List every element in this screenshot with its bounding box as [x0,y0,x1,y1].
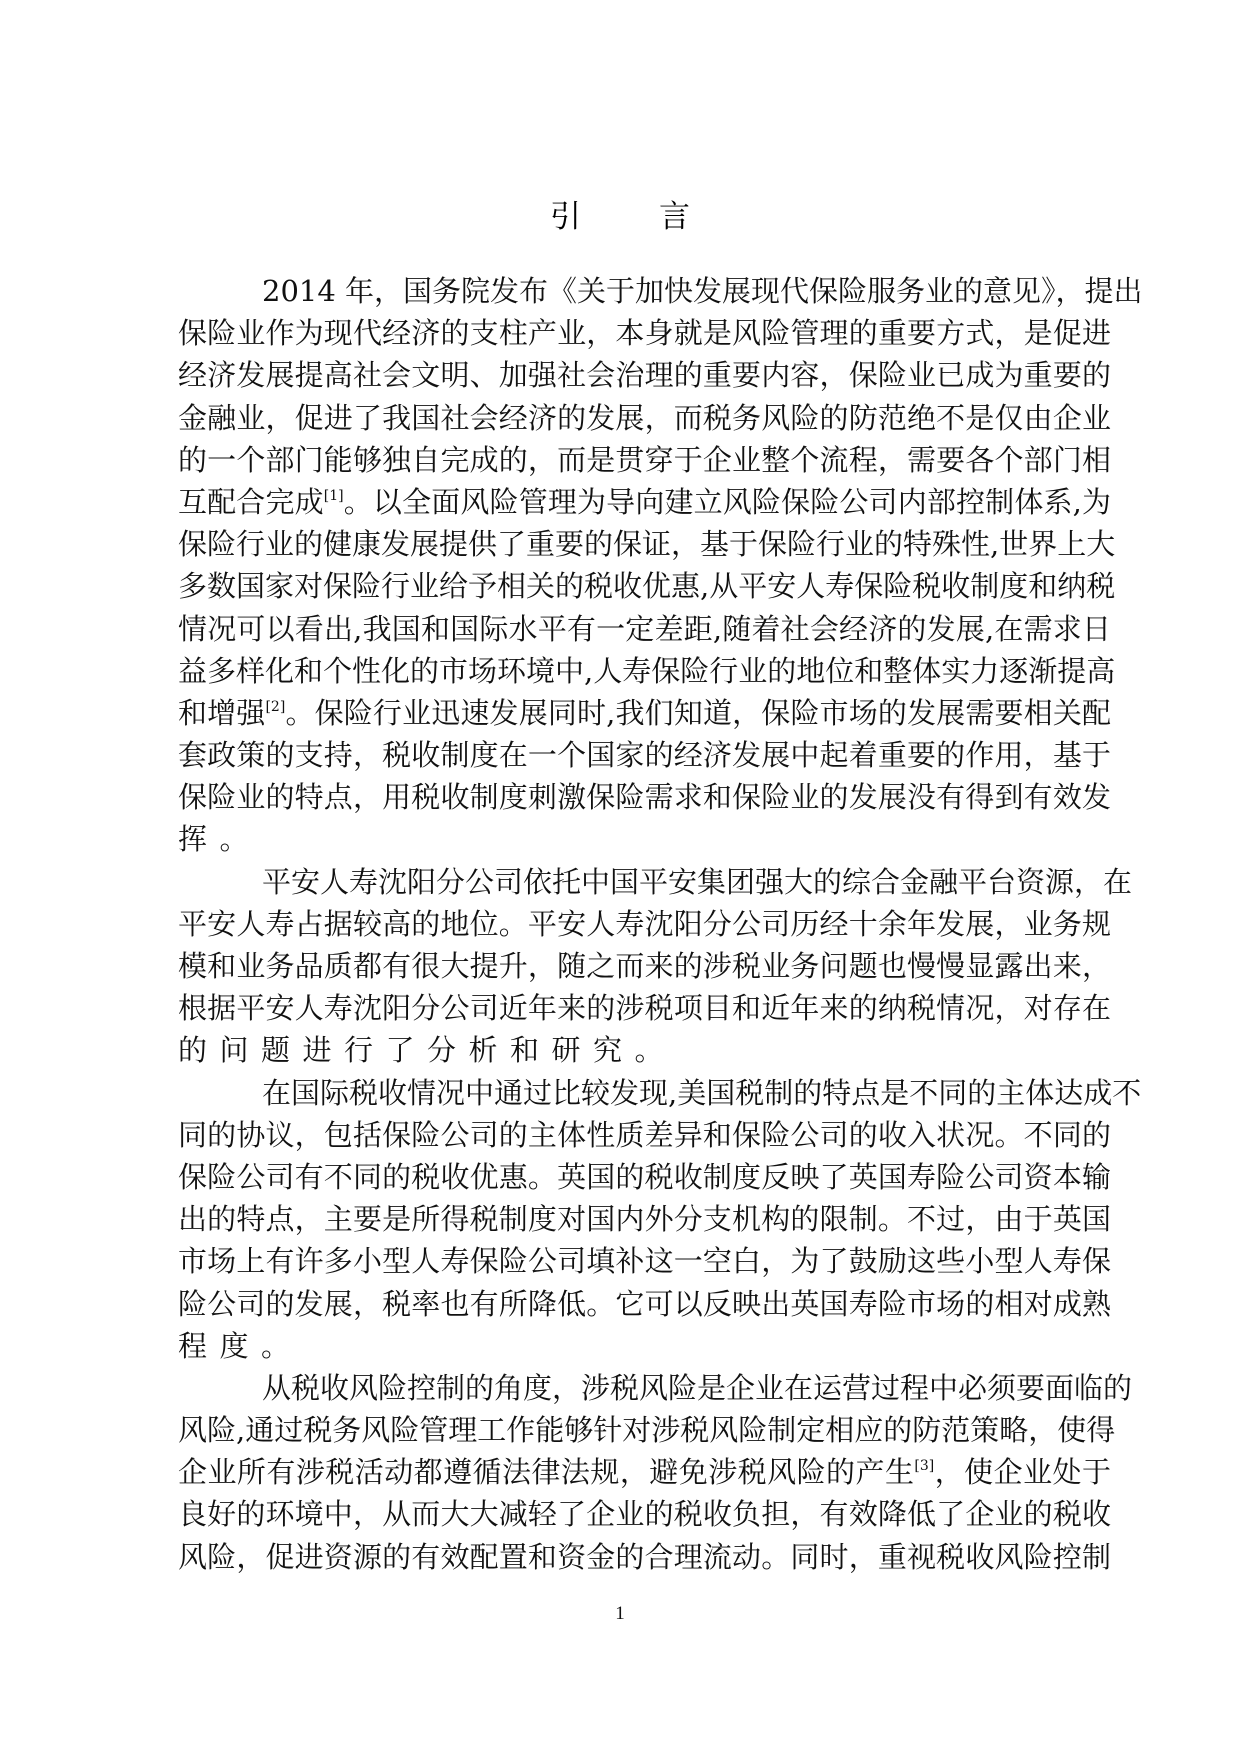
text-line [178,1325,1111,1367]
text-line [178,481,1111,523]
line-text: 保险业的特点，用税收制度刺激保险需求和保险业的发展没有得到有效发 [178,780,1111,815]
line-text: 在国际税收情况中通过比较发现,美国税制的特点是不同的主体达成不 [262,1075,1142,1110]
text-line [178,608,1111,650]
text-line [178,1156,1111,1198]
text-line [178,354,1111,396]
line-text: 互配合完成 [178,484,324,519]
citation-marker: [3] [914,1458,935,1475]
line-text: 模和业务品质都有很大提升，随之而来的涉税业务问题也慢慢显露出来， [178,949,1111,983]
line-text: 多数国家对保险行业给予相关的税收优惠,从平安人寿保险税收制度和纳税 [178,569,1116,604]
text-line [178,1072,1142,1114]
text-line [178,1367,1133,1409]
text-line [178,776,1111,818]
text-line [178,734,1111,776]
text-line [178,650,1116,692]
text-line [178,1451,1111,1493]
text-line [178,903,1111,945]
line-text: 出的特点，主要是所得税制度对国内外分支机构的限制。不过，由于英国 [178,1202,1111,1237]
text-line [178,861,1133,903]
text-line [178,818,1111,860]
text-line [178,1493,1111,1535]
line-text-continued: 。以全面风险管理为导向建立风险保险公司内部控制体系,为 [343,484,1111,519]
text-line [178,987,1111,1029]
text-line [178,439,1111,481]
line-text: 企业所有涉税活动都遵循法律法规，避免涉税风险的产生 [178,1455,915,1490]
line-text: 情况可以看出,我国和国际水平有一定差距,随着社会经济的发展,在需求日 [178,611,1111,646]
line-text: 2014 年，国务院发布《关于加快发展现代保险服务业的意见》，提出 [262,274,1143,308]
line-text: 程度。 [178,1328,303,1363]
text-line [178,1114,1111,1156]
line-text-continued: ，使企业处于 [934,1455,1111,1490]
line-text: 经济发展提高社会文明、加强社会治理的重要内容，保险业已成为重要的 [178,358,1111,393]
page-title: 引言 [550,199,768,235]
text-line [178,945,1111,987]
line-text: 益多样化和个性化的市场环境中,人寿保险行业的地位和整体实力逐渐提高 [178,653,1116,688]
line-text: 平安人寿占据较高的地位。平安人寿沈阳分公司历经十余年发展，业务规 [178,906,1111,941]
text-line [178,523,1116,565]
line-text: 良好的环境中，从而大大减轻了企业的税收负担，有效降低了企业的税收 [178,1497,1111,1532]
text-line [178,1283,1111,1325]
line-text: 平安人寿沈阳分公司依托中国平安集团强大的综合金融平台资源，在 [262,864,1133,899]
text-line [178,312,1111,354]
line-text: 风险，促进资源的有效配置和资金的合理流动。同时，重视税收风险控制 [178,1539,1111,1574]
text-line [178,565,1116,607]
line-text: 挥。 [178,822,262,857]
text-line [178,1240,1111,1282]
line-text: 市场上有许多小型人寿保险公司填补这一空白，为了鼓励这些小型人寿保 [178,1244,1111,1279]
line-text: 的问题进行了分析和研究。 [178,1033,677,1068]
text-line [178,1029,1111,1071]
line-text: 从税收风险控制的角度，涉税风险是企业在运营过程中必须要面临的 [262,1370,1133,1405]
text-line [178,397,1111,439]
text-line [178,1536,1111,1578]
text-line [178,270,1143,312]
page-number: 1 [615,1603,625,1624]
text-line [178,1198,1111,1240]
citation-marker: [1] [323,487,344,504]
line-text: 根据平安人寿沈阳分公司近年来的涉税项目和近年来的纳税情况，对存在 [178,991,1111,1026]
line-text: 险公司的发展，税率也有所降低。它可以反映出英国寿险市场的相对成熟 [178,1286,1111,1321]
line-text: 的一个部门能够独自完成的，而是贯穿于企业整个流程，需要各个部门相 [178,442,1111,477]
text-line [178,1409,1116,1451]
line-text: 同的协议，包括保险公司的主体性质差异和保险公司的收入状况。不同的 [178,1117,1111,1152]
text-line [178,692,1111,734]
body-text [178,270,1143,1578]
line-text-continued: 。保险行业迅速发展同时,我们知道，保险市场的发展需要相关配 [285,695,1111,730]
line-text: 风险,通过税务风险管理工作能够针对涉税风险制定相应的防范策略，使得 [178,1413,1116,1448]
citation-marker: [2] [265,698,286,715]
line-text: 金融业，促进了我国社会经济的发展，而税务风险的防范绝不是仅由企业 [178,400,1111,435]
line-text: 保险行业的健康发展提供了重要的保证，基于保险行业的特殊性,世界上大 [178,527,1116,562]
line-text: 保险公司有不同的税收优惠。英国的税收制度反映了英国寿险公司资本输 [178,1159,1111,1194]
line-text: 套政策的支持，税收制度在一个国家的经济发展中起着重要的作用，基于 [178,738,1111,773]
line-text: 保险业作为现代经济的支柱产业，本身就是风险管理的重要方式，是促进 [178,316,1111,351]
line-text: 和增强 [178,695,266,730]
